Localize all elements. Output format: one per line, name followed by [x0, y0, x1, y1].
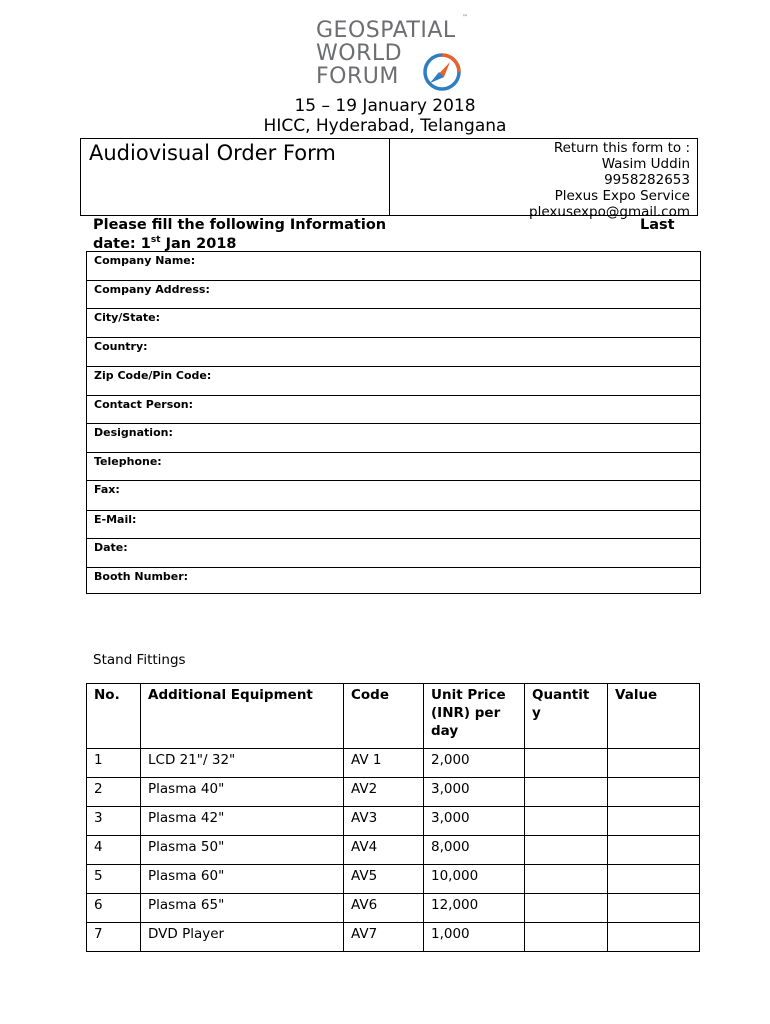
cell-code: AV2	[344, 778, 424, 807]
form-title: Audiovisual Order Form	[89, 141, 336, 165]
cell-unit-price: 12,000	[424, 894, 525, 923]
telephone-field[interactable]	[87, 452, 700, 480]
cell-no: 1	[87, 749, 141, 778]
cell-quantity[interactable]	[525, 807, 608, 836]
table-row	[87, 807, 700, 836]
cell-unit-price: 8,000	[424, 836, 525, 865]
zip-code-field[interactable]	[87, 366, 700, 395]
cell-code: AV3	[344, 807, 424, 836]
country-field[interactable]	[87, 337, 700, 366]
field-label: Telephone:	[94, 455, 162, 468]
field-label: Zip Code/Pin Code:	[94, 369, 212, 382]
cell-code: AV6	[344, 894, 424, 923]
deadline-prefix: date: 1	[93, 235, 151, 252]
cell-quantity[interactable]	[525, 836, 608, 865]
field-label: Country:	[94, 340, 148, 353]
table-row	[87, 894, 700, 923]
field-label: E-Mail:	[94, 513, 137, 526]
cell-value[interactable]	[608, 807, 700, 836]
return-email[interactable]: plexusexpo@gmail.com	[529, 204, 690, 220]
table-header-row	[87, 684, 700, 749]
deadline-ordinal: st	[150, 235, 161, 245]
cell-quantity[interactable]	[525, 778, 608, 807]
cell-quantity[interactable]	[525, 749, 608, 778]
deadline-suffix: Jan 2018	[160, 235, 237, 252]
field-label: Contact Person:	[94, 398, 194, 411]
return-contact-name: Wasim Uddin	[601, 156, 690, 172]
email-field[interactable]	[87, 510, 700, 538]
cell-equipment: DVD Player	[141, 923, 344, 952]
field-label: Date:	[94, 541, 128, 554]
field-label: Booth Number:	[94, 570, 189, 583]
table-row	[87, 749, 700, 778]
col-header-no: No.	[87, 684, 141, 749]
stand-fittings-title: Stand Fittings	[93, 652, 186, 668]
table-row	[87, 836, 700, 865]
compass-emblem-icon	[420, 50, 464, 94]
cell-no: 3	[87, 807, 141, 836]
event-venue: HICC, Hyderabad, Telangana	[263, 116, 507, 136]
fill-instruction: Please fill the following Information	[93, 217, 387, 233]
cell-equipment: Plasma 60"	[141, 865, 344, 894]
cell-unit-price: 3,000	[424, 778, 525, 807]
cell-value[interactable]	[608, 894, 700, 923]
geospatial-world-forum-logo	[316, 14, 476, 90]
col-header-value: Value	[608, 684, 700, 749]
field-label: Designation:	[94, 426, 173, 439]
cell-no: 6	[87, 894, 141, 923]
contact-person-field[interactable]	[87, 395, 700, 423]
cell-unit-price: 1,000	[424, 923, 525, 952]
cell-unit-price: 10,000	[424, 865, 525, 894]
deadline-date	[93, 235, 237, 252]
cell-no: 5	[87, 865, 141, 894]
cell-value[interactable]	[608, 923, 700, 952]
cell-equipment: Plasma 50"	[141, 836, 344, 865]
cell-quantity[interactable]	[525, 865, 608, 894]
company-address-field[interactable]	[87, 280, 700, 308]
company-info-box	[86, 251, 701, 594]
cell-quantity[interactable]	[525, 923, 608, 952]
city-state-field[interactable]	[87, 308, 700, 337]
logo-line-1: GEOSPATIAL	[316, 18, 456, 43]
event-dates: 15 – 19 January 2018	[294, 96, 476, 116]
col-header-code: Code	[344, 684, 424, 749]
designation-field[interactable]	[87, 423, 700, 452]
company-name-field[interactable]	[87, 252, 700, 280]
cell-value[interactable]	[608, 836, 700, 865]
cell-value[interactable]	[608, 749, 700, 778]
return-line: Return this form to :	[553, 140, 690, 156]
field-label: Company Address:	[94, 283, 210, 296]
cell-unit-price: 2,000	[424, 749, 525, 778]
cell-equipment: Plasma 40"	[141, 778, 344, 807]
table-row	[87, 778, 700, 807]
cell-value[interactable]	[608, 778, 700, 807]
table-row	[87, 865, 700, 894]
fax-field[interactable]	[87, 480, 700, 510]
cell-equipment: Plasma 65"	[141, 894, 344, 923]
header-divider	[389, 139, 390, 215]
last-label: Last	[640, 217, 675, 233]
field-label: Fax:	[94, 483, 120, 496]
logo-line-3: FORUM	[316, 64, 399, 89]
col-header-unit-price: Unit Price (INR) per day	[424, 684, 525, 749]
cell-value[interactable]	[608, 865, 700, 894]
date-field[interactable]	[87, 538, 700, 567]
cell-code: AV 1	[344, 749, 424, 778]
field-label: Company Name:	[94, 254, 196, 267]
cell-code: AV5	[344, 865, 424, 894]
form-header-box	[80, 138, 698, 220]
return-phone: 9958282653	[604, 172, 690, 188]
return-company: Plexus Expo Service	[554, 188, 690, 204]
cell-no: 2	[87, 778, 141, 807]
field-label: City/State:	[94, 311, 161, 324]
logo-trademark: ™	[462, 14, 468, 21]
equipment-table	[86, 683, 700, 952]
cell-unit-price: 3,000	[424, 807, 525, 836]
table-row	[87, 923, 700, 952]
col-header-quantity: Quantit y	[525, 684, 608, 749]
cell-no: 7	[87, 923, 141, 952]
return-info	[529, 140, 690, 220]
booth-number-field[interactable]	[87, 567, 700, 594]
cell-equipment: Plasma 42"	[141, 807, 344, 836]
cell-code: AV4	[344, 836, 424, 865]
cell-quantity[interactable]	[525, 894, 608, 923]
cell-no: 4	[87, 836, 141, 865]
col-header-equipment: Additional Equipment	[141, 684, 344, 749]
cell-code: AV7	[344, 923, 424, 952]
logo-line-2: WORLD	[316, 41, 403, 66]
cell-equipment: LCD 21"/ 32"	[141, 749, 344, 778]
